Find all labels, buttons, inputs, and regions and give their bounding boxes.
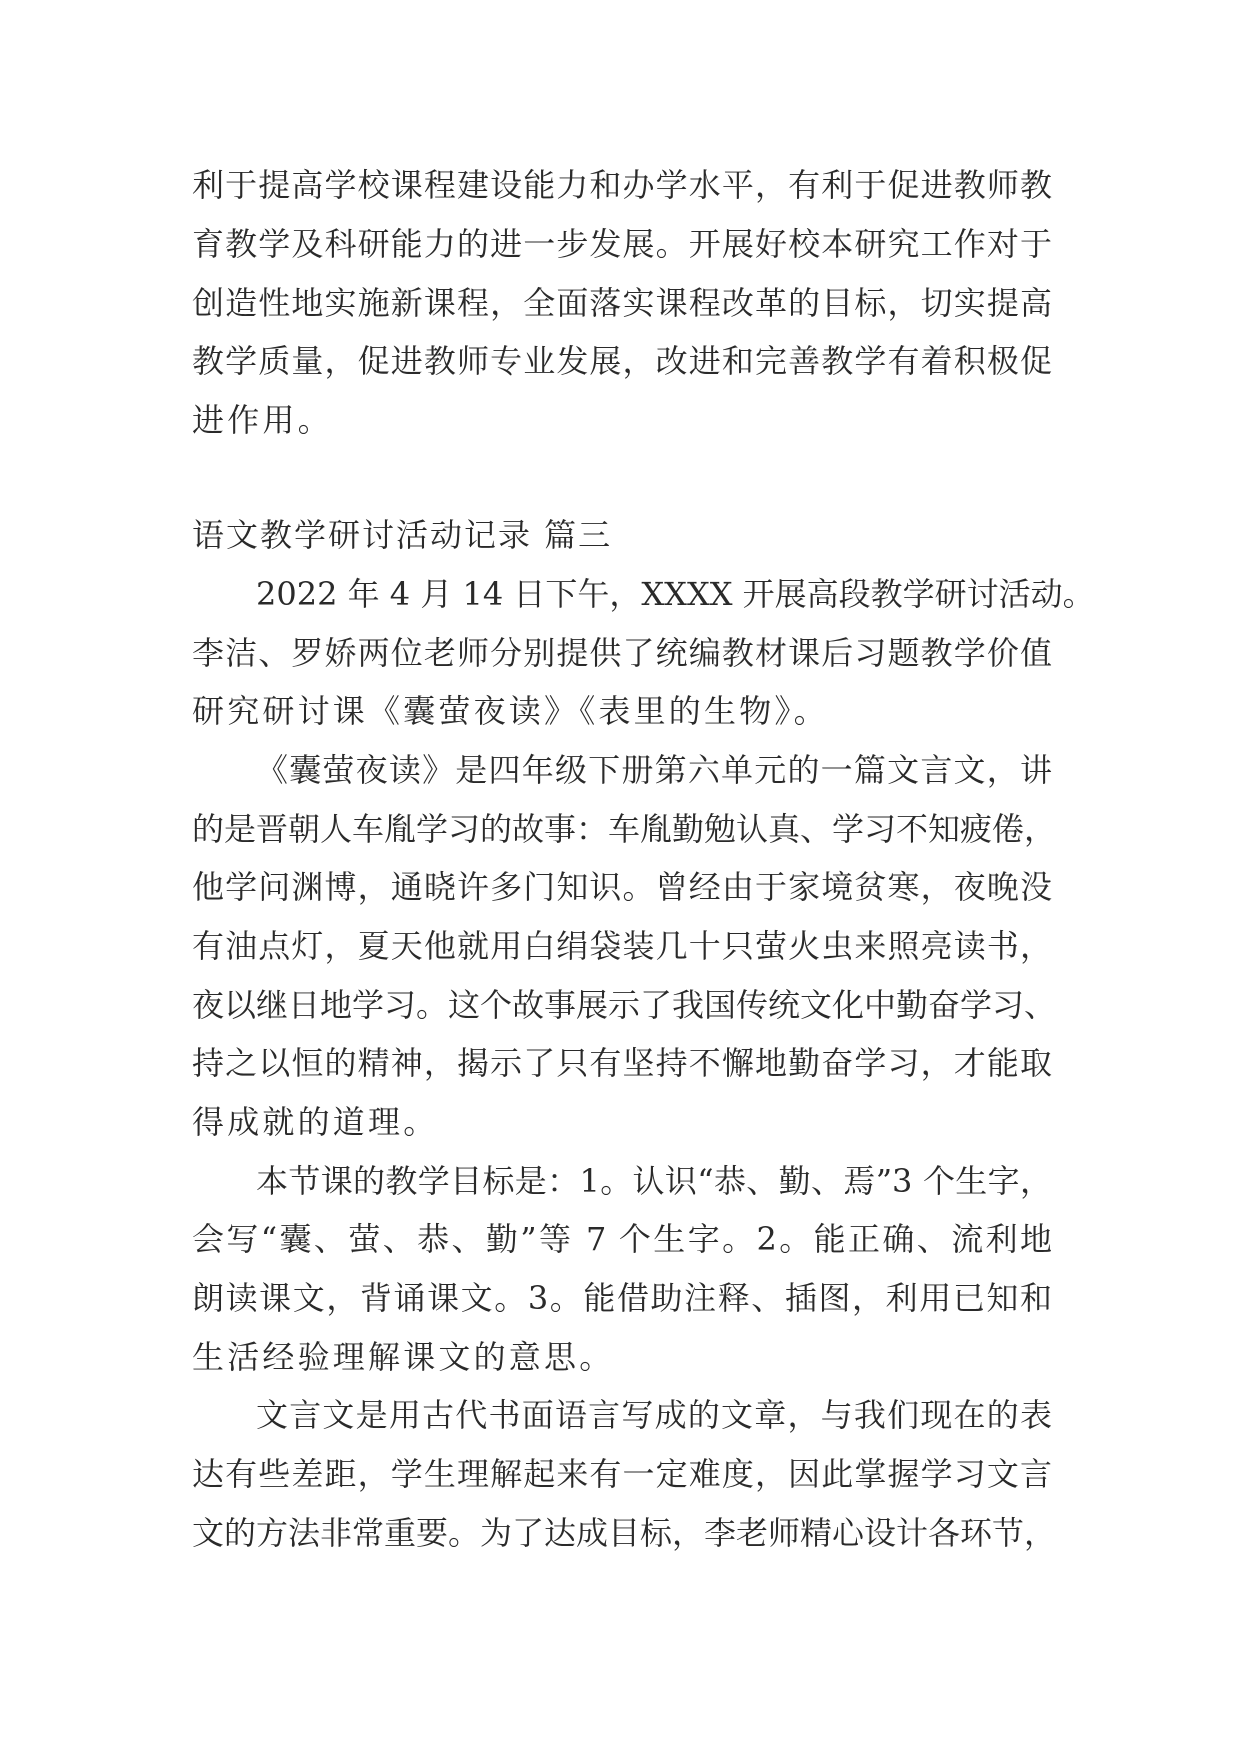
- paragraph-4-line-3: 朗读课文，背诵课文。3。能借助注释、插图，利用已知和: [192, 1279, 1052, 1317]
- paragraph-1-line-2: 育教学及科研能力的进一步发展。开展好校本研究工作对于: [192, 225, 1052, 263]
- paragraph-5-line-1: 文言文是用古代书面语言写成的文章，与我们现在的表: [256, 1396, 1052, 1434]
- paragraph-1-line-3: 创造性地实施新课程，全面落实课程改革的目标，切实提高: [192, 284, 1052, 322]
- paragraph-1-line-5: 进作用。: [192, 401, 333, 439]
- paragraph-3-line-7: 得成就的道理。: [192, 1103, 439, 1141]
- paragraph-2-line-3: 研究研讨课《囊萤夜读》《表里的生物》。: [192, 692, 829, 730]
- paragraph-1-line-1: 利于提高学校课程建设能力和办学水平，有利于促进教师教: [192, 166, 1052, 204]
- paragraph-4-line-4: 生活经验理解课文的意思。: [192, 1338, 615, 1376]
- section-title: 语文教学研讨活动记录 篇三: [192, 516, 613, 554]
- paragraph-3-line-6: 持之以恒的精神，揭示了只有坚持不懈地勤奋学习，才能取: [192, 1044, 1052, 1082]
- paragraph-4-line-1: 本节课的教学目标是：1。认识“恭、勤、焉”3 个生字，: [256, 1162, 1052, 1200]
- paragraph-5-line-2: 达有些差距，学生理解起来有一定难度，因此掌握学习文言: [192, 1455, 1052, 1493]
- paragraph-3-line-2: 的是晋朝人车胤学习的故事：车胤勤勉认真、学习不知疲倦，: [192, 810, 1057, 848]
- paragraph-5-line-3: 文的方法非常重要。为了达成目标，李老师精心设计各环节，: [192, 1514, 1057, 1552]
- paragraph-1-line-4: 教学质量，促进教师专业发展，改进和完善教学有着积极促: [192, 342, 1052, 380]
- paragraph-2-line-2: 李洁、罗娇两位老师分别提供了统编教材课后习题教学价值: [192, 634, 1052, 672]
- paragraph-3-line-4: 有油点灯，夏天他就用白绢袋装几十只萤火虫来照亮读书，: [192, 927, 1052, 965]
- paragraph-3-line-1: 《囊萤夜读》是四年级下册第六单元的一篇文言文，讲: [256, 751, 1052, 789]
- paragraph-3-line-5: 夜以继日地学习。这个故事展示了我国传统文化中勤奋学习、: [192, 986, 1057, 1024]
- paragraph-3-line-3: 他学问渊博，通晓许多门知识。曾经由于家境贫寒，夜晚没: [192, 868, 1052, 906]
- paragraph-2-line-1: 2022 年 4 月 14 日下午，XXXX 开展高段教学研讨活动。: [256, 575, 1095, 613]
- paragraph-4-line-2: 会写“囊、萤、恭、勤”等 7 个生字。2。能正确、流利地: [192, 1220, 1052, 1258]
